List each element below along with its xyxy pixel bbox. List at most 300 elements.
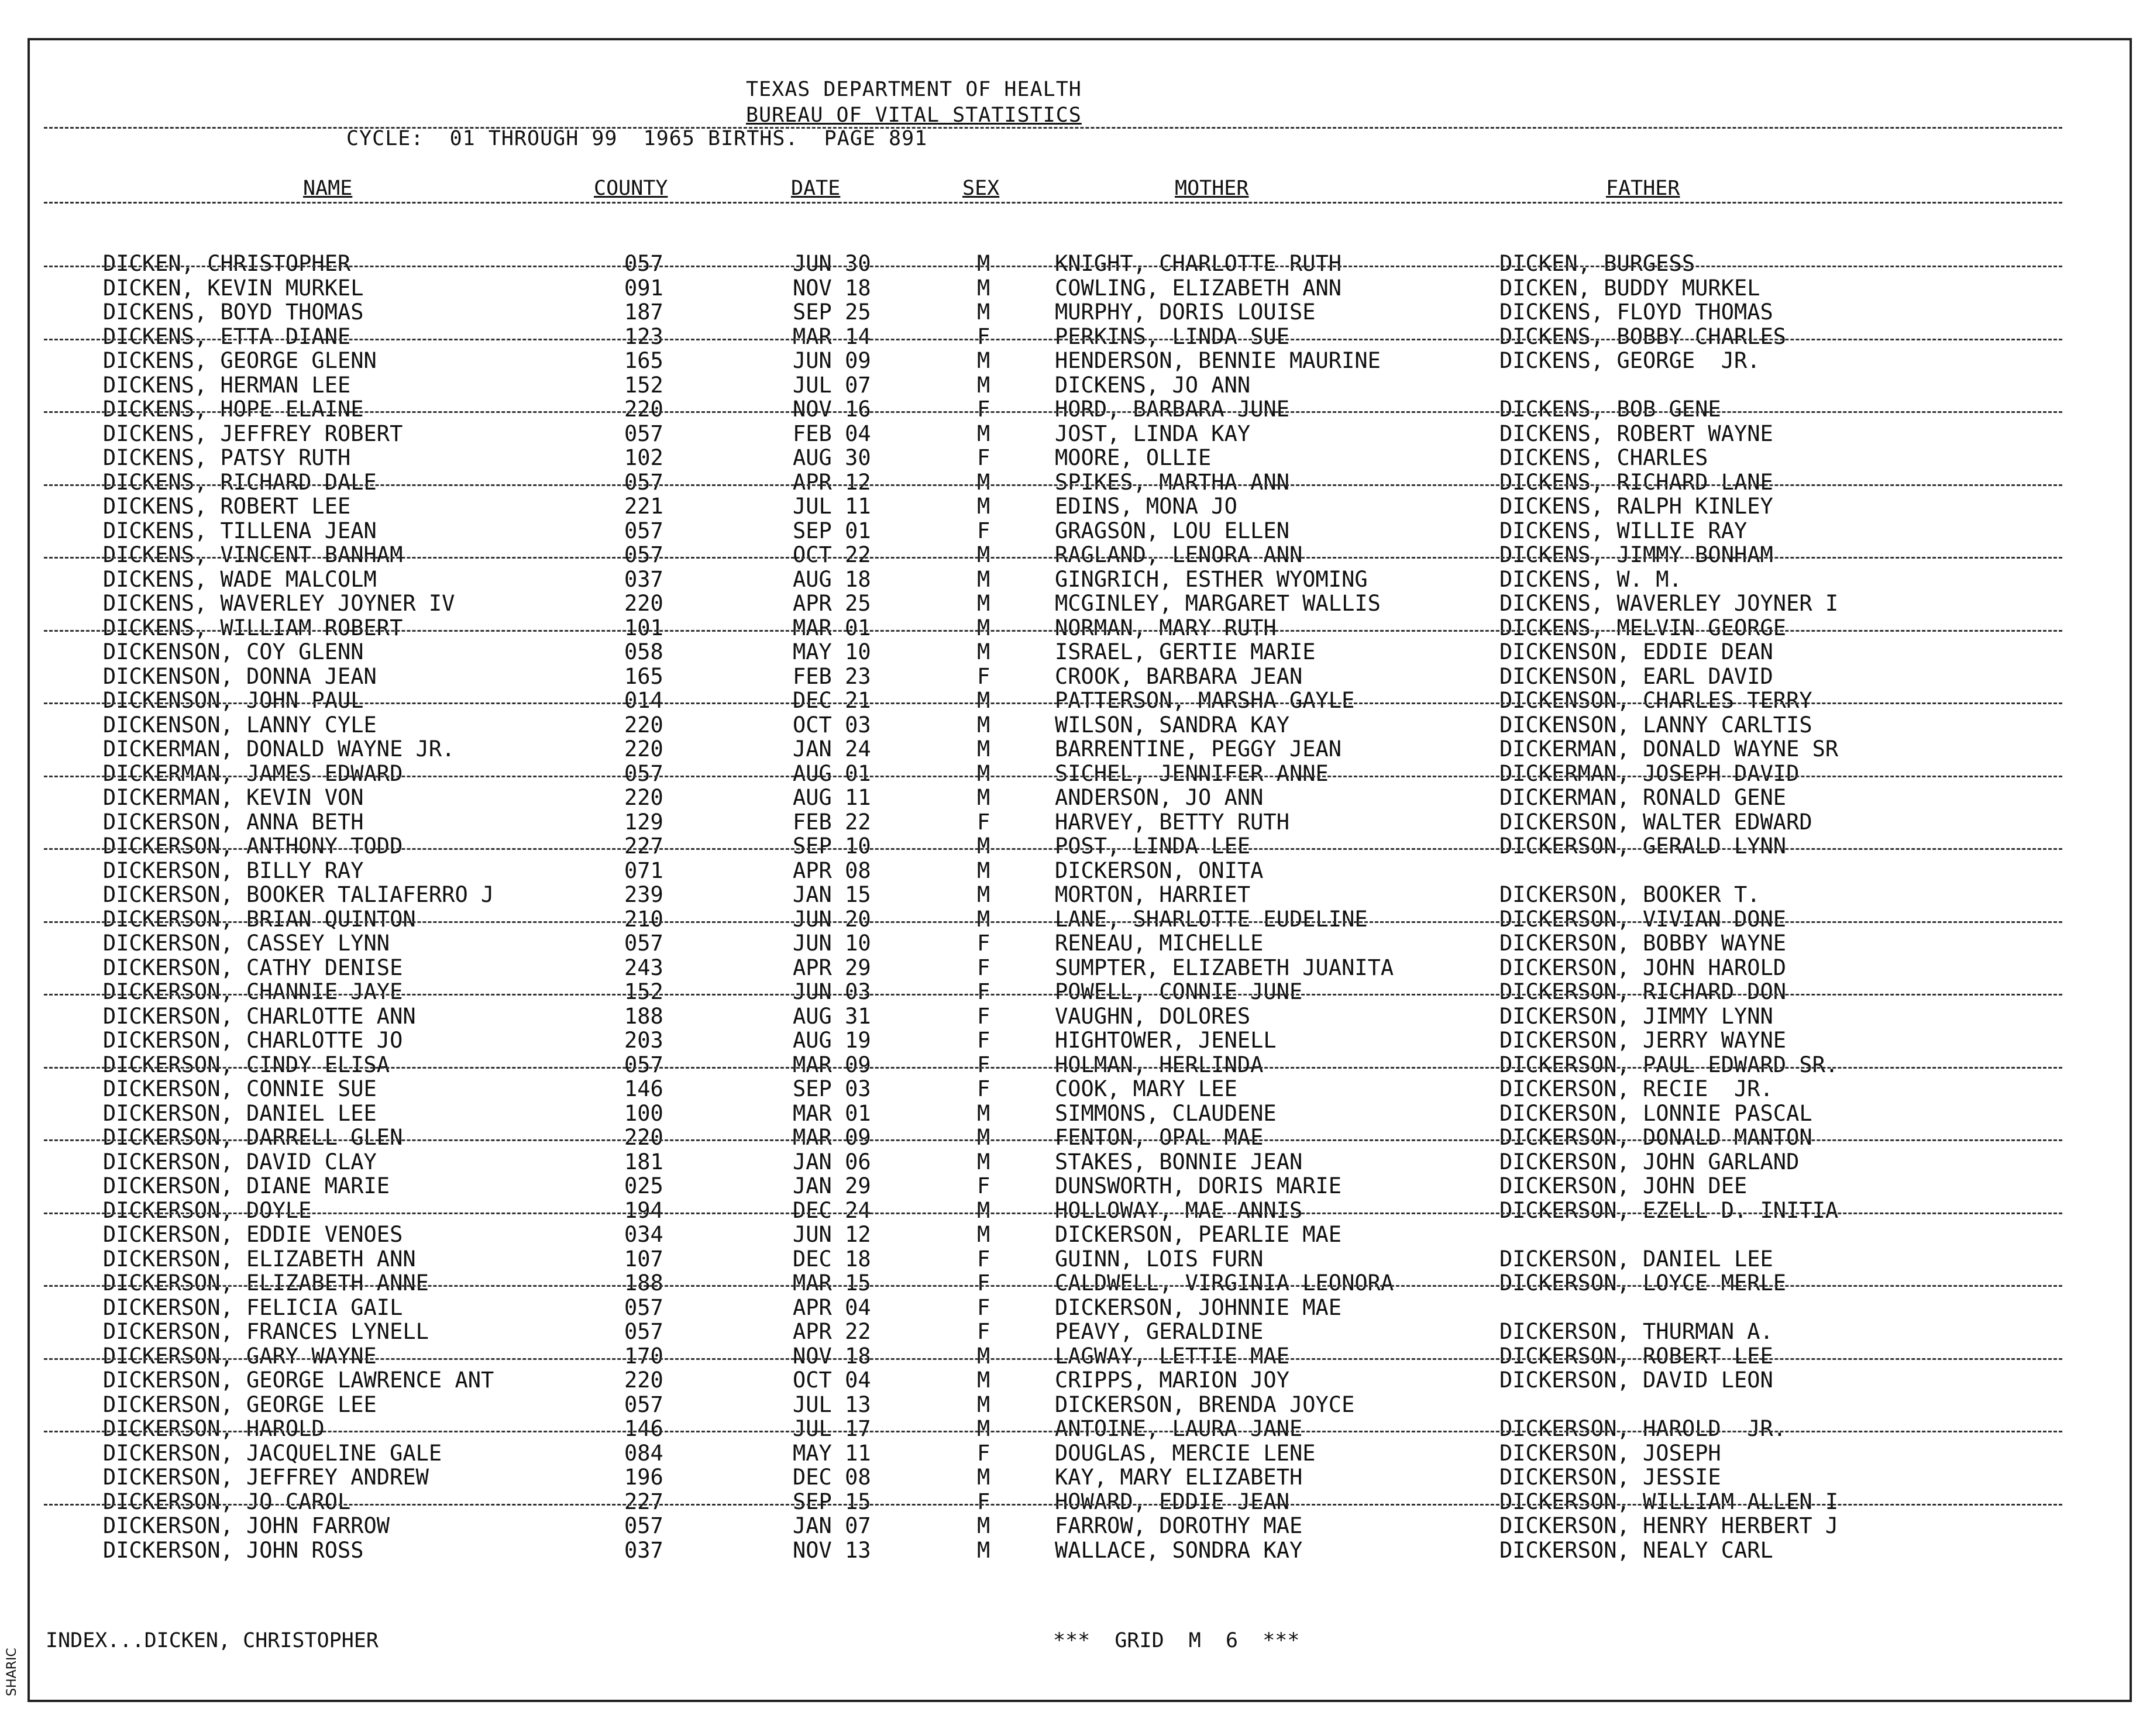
cell-county: 102	[624, 445, 663, 470]
cell-date: DEC 18	[793, 1246, 871, 1272]
cell-date: AUG 31	[793, 1003, 871, 1029]
cell-name: DICKERSON, CHARLOTTE ANN	[103, 1003, 416, 1029]
cell-mother: RENEAU, MICHELLE	[1055, 931, 1264, 956]
cell-county: 220	[624, 1125, 663, 1150]
cell-father: DICKERSON, LOYCE MERLE	[1499, 1270, 1787, 1296]
cell-sex: F	[977, 1489, 990, 1514]
cell-father: DICKERSON, RICHARD DON	[1499, 979, 1787, 1004]
cell-county: 057	[624, 251, 663, 276]
cell-mother: DICKERSON, BRENDA JOYCE	[1055, 1391, 1355, 1417]
table-row	[0, 1393, 2143, 1417]
cell-mother: SPIKES, MARTHA ANN	[1055, 469, 1289, 495]
cell-date: SEP 01	[793, 518, 871, 543]
cell-father: DICKEN, BURGESS	[1499, 251, 1695, 276]
cell-mother: NORMAN, MARY RUTH	[1055, 615, 1277, 640]
cell-mother: ANDERSON, JO ANN	[1055, 785, 1264, 810]
table-row	[0, 300, 2143, 325]
cell-county: 091	[624, 275, 663, 301]
cell-name: DICKENSON, DONNA JEAN	[103, 663, 377, 689]
col-header-name: NAME	[303, 177, 353, 200]
cell-name: DICKERSON, BILLY RAY	[103, 857, 364, 883]
cell-sex: F	[977, 1319, 990, 1344]
cell-county: 129	[624, 809, 663, 835]
cell-sex: F	[977, 1003, 990, 1029]
cell-mother: FENTON, OPAL MAE	[1055, 1125, 1264, 1150]
cell-county: 123	[624, 323, 663, 349]
cell-county: 057	[624, 542, 663, 567]
cell-date: NOV 13	[793, 1537, 871, 1563]
cell-name: DICKERMAN, KEVIN VON	[103, 785, 364, 810]
cell-county: 107	[624, 1246, 663, 1272]
cell-date: MAY 10	[793, 639, 871, 664]
cell-county: 187	[624, 299, 663, 325]
cell-sex: M	[977, 1416, 990, 1441]
table-row	[0, 1417, 2143, 1441]
cell-mother: WALLACE, SONDRA KAY	[1055, 1537, 1303, 1563]
table-row	[0, 422, 2143, 446]
table-row	[0, 1077, 2143, 1101]
cell-father: DICKERSON, JOHN GARLAND	[1499, 1149, 1800, 1174]
cell-mother: HOLMAN, HERLINDA	[1055, 1052, 1264, 1077]
cell-mother: HARVEY, BETTY RUTH	[1055, 809, 1289, 835]
cell-father: DICKERSON, WILLIAM ALLEN I	[1499, 1489, 1839, 1514]
cell-date: JUN 12	[793, 1222, 871, 1247]
cell-mother: RAGLAND, LENORA ANN	[1055, 542, 1303, 567]
col-header-county: COUNTY	[594, 177, 668, 200]
cell-sex: F	[977, 1246, 990, 1272]
cell-sex: M	[977, 494, 990, 519]
table-row	[0, 1465, 2143, 1490]
cell-sex: M	[977, 348, 990, 373]
cell-county: 014	[624, 688, 663, 713]
table-row	[0, 1296, 2143, 1320]
cell-sex: M	[977, 542, 990, 567]
cell-name: DICKERSON, ANNA BETH	[103, 809, 364, 835]
table-row	[0, 786, 2143, 810]
cell-father: DICKENS, MELVIN GEORGE	[1499, 615, 1787, 640]
report-title: TEXAS DEPARTMENT OF HEALTH	[746, 78, 1082, 101]
cell-name: DICKENS, PATSY RUTH	[103, 445, 351, 470]
cell-sex: F	[977, 979, 990, 1004]
table-row	[0, 1004, 2143, 1029]
cell-name: DICKERSON, JOHN ROSS	[103, 1537, 364, 1563]
cell-mother: KAY, MARY ELIZABETH	[1055, 1465, 1303, 1490]
cell-father: DICKERSON, JOHN HAROLD	[1499, 955, 1787, 980]
table-row	[0, 810, 2143, 835]
cell-father: DICKENS, BOB GENE	[1499, 397, 1721, 422]
cell-name: DICKERSON, ELIZABETH ANN	[103, 1246, 416, 1272]
cell-mother: DICKERSON, ONITA	[1055, 857, 1264, 883]
index-footer: INDEX...DICKEN, CHRISTOPHER	[46, 1629, 379, 1652]
table-row	[0, 252, 2143, 276]
cell-name: DICKENS, GEORGE GLENN	[103, 348, 377, 373]
table-row	[0, 373, 2143, 398]
cell-date: DEC 21	[793, 688, 871, 713]
cell-sex: F	[977, 1028, 990, 1053]
cell-date: APR 22	[793, 1319, 871, 1344]
cell-date: SEP 10	[793, 833, 871, 859]
cell-father: DICKERSON, WALTER EDWARD	[1499, 809, 1812, 835]
cell-mother: ANTOINE, LAURA JANE	[1055, 1416, 1303, 1441]
cell-name: DICKENS, WAVERLEY JOYNER IV	[103, 591, 455, 616]
cell-county: 188	[624, 1003, 663, 1029]
table-row	[0, 519, 2143, 543]
cell-father: DICKENSON, LANNY CARLTIS	[1499, 712, 1812, 738]
cell-father: DICKENS, BOBBY CHARLES	[1499, 323, 1787, 349]
cell-date: JAN 06	[793, 1149, 871, 1174]
table-row	[0, 1150, 2143, 1174]
birth-records-table	[0, 252, 2143, 1562]
cell-date: AUG 30	[793, 445, 871, 470]
cell-name: DICKERSON, ANTHONY TODD	[103, 833, 403, 859]
table-row	[0, 688, 2143, 713]
cell-sex: F	[977, 955, 990, 980]
cell-sex: F	[977, 1294, 990, 1320]
cell-county: 057	[624, 760, 663, 786]
cell-father: DICKERSON, VIVIAN DONE	[1499, 906, 1787, 932]
cell-county: 227	[624, 1489, 663, 1514]
table-row	[0, 325, 2143, 349]
col-header-father: FATHER	[1606, 177, 1680, 200]
cell-mother: SIMMONS, CLAUDENE	[1055, 1100, 1277, 1126]
cell-mother: GUINN, LOIS FURN	[1055, 1246, 1264, 1272]
table-row	[0, 1514, 2143, 1538]
cell-county: 220	[624, 397, 663, 422]
cell-mother: PATTERSON, MARSHA GAYLE	[1055, 688, 1355, 713]
table-row	[0, 1247, 2143, 1272]
cell-name: DICKENS, HERMAN LEE	[103, 372, 351, 398]
cell-sex: M	[977, 712, 990, 738]
cell-county: 057	[624, 518, 663, 543]
cell-name: DICKENS, WILLIAM ROBERT	[103, 615, 403, 640]
cell-county: 181	[624, 1149, 663, 1174]
report-subtitle: BUREAU OF VITAL STATISTICS	[746, 104, 1082, 127]
cell-sex: M	[977, 1537, 990, 1563]
cell-date: OCT 04	[793, 1368, 871, 1393]
cell-date: DEC 24	[793, 1197, 871, 1223]
cell-name: DICKERSON, BRIAN QUINTON	[103, 906, 416, 932]
cell-name: DICKERSON, EDDIE VENOES	[103, 1222, 403, 1247]
table-row	[0, 397, 2143, 422]
cell-mother: COOK, MARY LEE	[1055, 1076, 1237, 1101]
cell-father: DICKERSON, RECIE JR.	[1499, 1076, 1773, 1101]
cell-sex: M	[977, 857, 990, 883]
table-row	[0, 907, 2143, 932]
cell-father: DICKERSON, JERRY WAYNE	[1499, 1028, 1787, 1053]
cell-county: 221	[624, 494, 663, 519]
cell-father: DICKERSON, ROBERT LEE	[1499, 1343, 1773, 1369]
cell-county: 220	[624, 712, 663, 738]
cell-county: 165	[624, 348, 663, 373]
cell-mother: GRAGSON, LOU ELLEN	[1055, 518, 1289, 543]
cell-name: DICKERSON, FELICIA GAIL	[103, 1294, 403, 1320]
cell-sex: M	[977, 833, 990, 859]
cell-name: DICKERSON, CHARLOTTE JO	[103, 1028, 403, 1053]
cell-county: 037	[624, 566, 663, 592]
cell-name: DICKENS, BOYD THOMAS	[103, 299, 364, 325]
cell-sex: F	[977, 1270, 990, 1296]
cell-county: 239	[624, 882, 663, 907]
cell-name: DICKENSON, COY GLENN	[103, 639, 364, 664]
cell-county: 196	[624, 1465, 663, 1490]
cell-father: DICKENS, GEORGE JR.	[1499, 348, 1760, 373]
cell-mother: POST, LINDA LEE	[1055, 833, 1251, 859]
cell-name: DICKERSON, JEFFREY ANDREW	[103, 1465, 429, 1490]
cell-father: DICKERMAN, RONALD GENE	[1499, 785, 1787, 810]
table-row	[0, 1222, 2143, 1247]
cell-date: MAY 11	[793, 1440, 871, 1466]
cell-father: DICKERSON, THURMAN A.	[1499, 1319, 1773, 1344]
cell-date: APR 29	[793, 955, 871, 980]
table-row	[0, 543, 2143, 567]
cell-name: DICKERSON, JACQUELINE GALE	[103, 1440, 442, 1466]
cell-sex: M	[977, 299, 990, 325]
cell-sex: M	[977, 1391, 990, 1417]
cell-mother: MCGINLEY, MARGARET WALLIS	[1055, 591, 1381, 616]
cell-name: DICKERMAN, JAMES EDWARD	[103, 760, 403, 786]
cell-date: NOV 16	[793, 397, 871, 422]
cell-mother: WILSON, SANDRA KAY	[1055, 712, 1289, 738]
cell-name: DICKENS, WADE MALCOLM	[103, 566, 377, 592]
cell-date: NOV 18	[793, 1343, 871, 1369]
table-row	[0, 1101, 2143, 1126]
cell-date: JAN 24	[793, 736, 871, 762]
cell-county: 057	[624, 1391, 663, 1417]
cell-mother: CRIPPS, MARION JOY	[1055, 1368, 1289, 1393]
cell-father: DICKERSON, PAUL EDWARD SR.	[1499, 1052, 1839, 1077]
table-row	[0, 956, 2143, 980]
table-row	[0, 349, 2143, 373]
cell-mother: CALDWELL, VIRGINIA LEONORA	[1055, 1270, 1394, 1296]
side-mark: SHARIC	[5, 1648, 19, 1696]
cell-name: DICKERSON, ELIZABETH ANNE	[103, 1270, 429, 1296]
cell-county: 188	[624, 1270, 663, 1296]
col-header-sex: SEX	[962, 177, 1000, 200]
cell-date: JUN 09	[793, 348, 871, 373]
cell-sex: F	[977, 323, 990, 349]
cell-date: MAR 01	[793, 615, 871, 640]
cell-mother: LANE, SHARLOTTE EUDELINE	[1055, 906, 1368, 932]
table-row	[0, 1174, 2143, 1198]
cell-name: DICKERMAN, DONALD WAYNE JR.	[103, 736, 455, 762]
cell-father: DICKERSON, DAVID LEON	[1499, 1368, 1773, 1393]
cell-mother: SUMPTER, ELIZABETH JUANITA	[1055, 955, 1394, 980]
cell-date: JUL 11	[793, 494, 871, 519]
cell-sex: F	[977, 445, 990, 470]
cell-name: DICKERSON, DANIEL LEE	[103, 1100, 377, 1126]
cell-county: 146	[624, 1416, 663, 1441]
cell-name: DICKENS, TILLENA JEAN	[103, 518, 377, 543]
table-row	[0, 494, 2143, 519]
cell-name: DICKERSON, BOOKER TALIAFERRO J	[103, 882, 494, 907]
col-header-mother: MOTHER	[1175, 177, 1249, 200]
cell-name: DICKENS, RICHARD DALE	[103, 469, 377, 495]
cell-father: DICKERSON, JOSEPH	[1499, 1440, 1721, 1466]
cell-date: JAN 15	[793, 882, 871, 907]
cell-county: 100	[624, 1100, 663, 1126]
cell-date: AUG 01	[793, 760, 871, 786]
cell-father: DICKENS, ROBERT WAYNE	[1499, 421, 1773, 446]
cell-father: DICKERSON, HAROLD JR.	[1499, 1416, 1787, 1441]
table-row	[0, 762, 2143, 786]
cell-sex: M	[977, 1197, 990, 1223]
cell-name: DICKENSON, LANNY CYLE	[103, 712, 377, 738]
cell-mother: DICKERSON, PEARLIE MAE	[1055, 1222, 1342, 1247]
table-row	[0, 1441, 2143, 1466]
cell-sex: F	[977, 1076, 990, 1101]
cell-date: AUG 11	[793, 785, 871, 810]
cell-mother: STAKES, BONNIE JEAN	[1055, 1149, 1303, 1174]
cell-sex: F	[977, 931, 990, 956]
cell-father: DICKENS, WAVERLEY JOYNER I	[1499, 591, 1839, 616]
cell-date: APR 25	[793, 591, 871, 616]
cell-county: 037	[624, 1537, 663, 1563]
cell-mother: POWELL, CONNIE JUNE	[1055, 979, 1303, 1004]
cell-mother: LAGWAY, LETTIE MAE	[1055, 1343, 1289, 1369]
cell-father: DICKERSON, BOBBY WAYNE	[1499, 931, 1787, 956]
cell-sex: M	[977, 372, 990, 398]
cell-sex: F	[977, 518, 990, 543]
cell-county: 057	[624, 421, 663, 446]
table-row	[0, 1320, 2143, 1344]
cell-date: AUG 18	[793, 566, 871, 592]
cell-county: 152	[624, 372, 663, 398]
cell-mother: ISRAEL, GERTIE MARIE	[1055, 639, 1316, 664]
cell-sex: M	[977, 1513, 990, 1538]
cell-county: 025	[624, 1173, 663, 1198]
cell-date: JAN 07	[793, 1513, 871, 1538]
table-row	[0, 1368, 2143, 1393]
cell-father: DICKENSON, CHARLES TERRY	[1499, 688, 1812, 713]
cell-name: DICKERSON, CONNIE SUE	[103, 1076, 377, 1101]
cell-name: DICKERSON, JO CAROL	[103, 1489, 351, 1514]
cell-father: DICKERSON, JIMMY LYNN	[1499, 1003, 1773, 1029]
cell-county: 210	[624, 906, 663, 932]
cell-mother: MOORE, OLLIE	[1055, 445, 1212, 470]
cell-name: DICKENS, HOPE ELAINE	[103, 397, 364, 422]
cell-sex: M	[977, 736, 990, 762]
cell-county: 084	[624, 1440, 663, 1466]
cycle-line: CYCLE: 01 THROUGH 99 1965 BIRTHS. PAGE 891	[346, 127, 928, 150]
table-row	[0, 640, 2143, 664]
cell-father: DICKENS, FLOYD THOMAS	[1499, 299, 1773, 325]
cell-mother: HOWARD, EDDIE JEAN	[1055, 1489, 1289, 1514]
cell-mother: HORD, BARBARA JUNE	[1055, 397, 1289, 422]
cell-sex: M	[977, 1149, 990, 1174]
cell-county: 057	[624, 1513, 663, 1538]
cell-county: 058	[624, 639, 663, 664]
cell-mother: FARROW, DOROTHY MAE	[1055, 1513, 1303, 1538]
cell-date: NOV 18	[793, 275, 871, 301]
table-row	[0, 713, 2143, 738]
cell-father: DICKERSON, NEALY CARL	[1499, 1537, 1773, 1563]
cell-county: 057	[624, 469, 663, 495]
cell-name: DICKERSON, DAVID CLAY	[103, 1149, 377, 1174]
cell-county: 057	[624, 1294, 663, 1320]
column-header-rule	[44, 202, 2062, 204]
cell-date: APR 08	[793, 857, 871, 883]
cell-mother: DICKERSON, JOHNNIE MAE	[1055, 1294, 1342, 1320]
cell-name: DICKERSON, GEORGE LEE	[103, 1391, 377, 1417]
cell-sex: M	[977, 906, 990, 932]
cell-mother: GINGRICH, ESTHER WYOMING	[1055, 566, 1368, 592]
cell-name: DICKEN, KEVIN MURKEL	[103, 275, 364, 301]
cell-date: SEP 25	[793, 299, 871, 325]
cell-name: DICKERSON, CASSEY LYNN	[103, 931, 390, 956]
cell-sex: M	[977, 1465, 990, 1490]
table-row	[0, 834, 2143, 859]
cell-county: 165	[624, 663, 663, 689]
cell-name: DICKERSON, DOYLE	[103, 1197, 312, 1223]
cell-mother: JOST, LINDA KAY	[1055, 421, 1251, 446]
cell-mother: PERKINS, LINDA SUE	[1055, 323, 1289, 349]
cell-name: DICKENS, ETTA DIANE	[103, 323, 351, 349]
cell-name: DICKERSON, HAROLD	[103, 1416, 325, 1441]
cell-sex: M	[977, 1343, 990, 1369]
cell-date: JUL 07	[793, 372, 871, 398]
table-row	[0, 737, 2143, 762]
cell-father: DICKENS, CHARLES	[1499, 445, 1708, 470]
cell-sex: F	[977, 397, 990, 422]
cell-name: DICKENSON, JOHN PAUL	[103, 688, 364, 713]
cell-county: 101	[624, 615, 663, 640]
cell-date: JUN 03	[793, 979, 871, 1004]
cell-county: 057	[624, 931, 663, 956]
cell-father: DICKERSON, DANIEL LEE	[1499, 1246, 1773, 1272]
cell-county: 194	[624, 1197, 663, 1223]
cell-father: DICKERSON, JOHN DEE	[1499, 1173, 1748, 1198]
cell-mother: DICKENS, JO ANN	[1055, 372, 1251, 398]
cell-county: 220	[624, 785, 663, 810]
cell-name: DICKERSON, CINDY ELISA	[103, 1052, 390, 1077]
cell-date: DEC 08	[793, 1465, 871, 1490]
cell-sex: F	[977, 663, 990, 689]
cell-mother: CROOK, BARBARA JEAN	[1055, 663, 1303, 689]
cell-father: DICKENS, WILLIE RAY	[1499, 518, 1748, 543]
cell-mother: KNIGHT, CHARLOTTE RUTH	[1055, 251, 1342, 276]
cell-date: JUN 10	[793, 931, 871, 956]
cell-mother: PEAVY, GERALDINE	[1055, 1319, 1264, 1344]
table-row	[0, 1344, 2143, 1369]
cell-mother: DUNSWORTH, DORIS MARIE	[1055, 1173, 1342, 1198]
table-row	[0, 446, 2143, 470]
cell-date: FEB 22	[793, 809, 871, 835]
cell-name: DICKERSON, JOHN FARROW	[103, 1513, 390, 1538]
cell-county: 220	[624, 1368, 663, 1393]
cell-sex: M	[977, 591, 990, 616]
table-row	[0, 567, 2143, 592]
cell-sex: M	[977, 639, 990, 664]
cell-county: 227	[624, 833, 663, 859]
cell-sex: F	[977, 1173, 990, 1198]
cell-father: DICKEN, BUDDY MURKEL	[1499, 275, 1760, 301]
cell-county: 220	[624, 736, 663, 762]
cell-mother: DOUGLAS, MERCIE LENE	[1055, 1440, 1316, 1466]
cell-date: MAR 14	[793, 323, 871, 349]
cell-name: DICKERSON, CATHY DENISE	[103, 955, 403, 980]
table-row	[0, 1053, 2143, 1077]
cell-mother: MURPHY, DORIS LOUISE	[1055, 299, 1316, 325]
cell-mother: EDINS, MONA JO	[1055, 494, 1237, 519]
cell-father: DICKERSON, HENRY HERBERT J	[1499, 1513, 1839, 1538]
cell-mother: HOLLOWAY, MAE ANNIS	[1055, 1197, 1303, 1223]
cell-mother: VAUGHN, DOLORES	[1055, 1003, 1251, 1029]
table-row	[0, 1271, 2143, 1296]
cell-county: 034	[624, 1222, 663, 1247]
cell-sex: M	[977, 566, 990, 592]
cell-date: JUL 17	[793, 1416, 871, 1441]
cell-father: DICKERMAN, DONALD WAYNE SR	[1499, 736, 1839, 762]
